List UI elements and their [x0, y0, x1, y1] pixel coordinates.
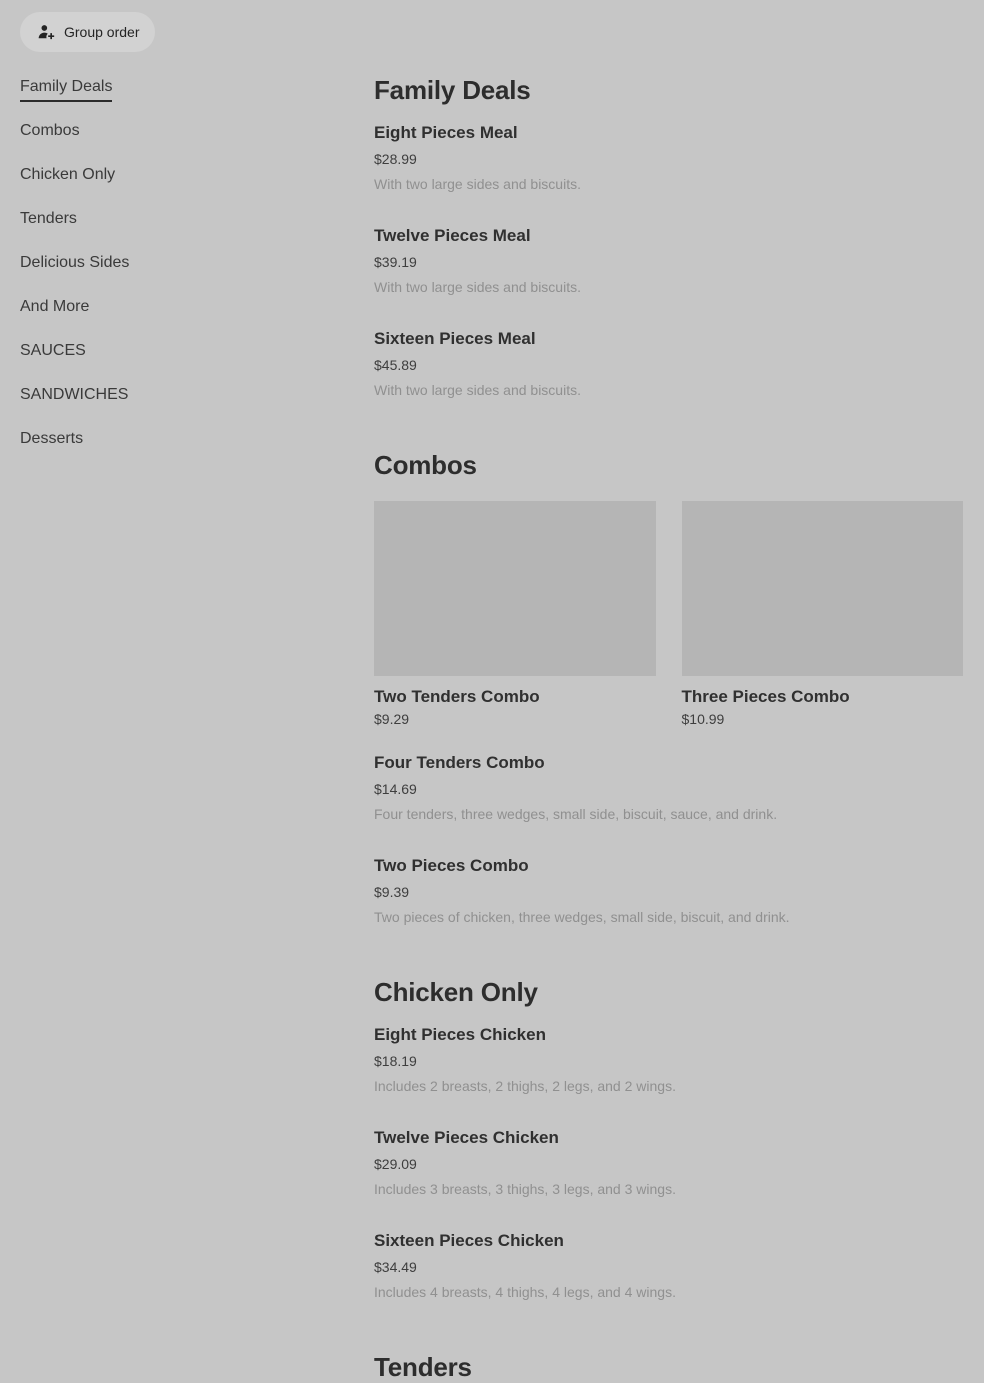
combos-card-grid	[374, 501, 963, 728]
menu-item-sixteen-pieces-chicken[interactable]	[374, 1230, 963, 1301]
sidebar-item-delicious-sides[interactable]: Delicious Sides	[20, 254, 130, 271]
section-title-combos: Combos	[374, 450, 477, 480]
sidebar-item-chicken-only[interactable]: Chicken Only	[20, 166, 116, 183]
section-chicken-only	[374, 1024, 963, 1301]
item-price: $18.19	[374, 1053, 417, 1069]
item-price: $45.89	[374, 357, 417, 373]
sidebar-item-desserts[interactable]: Desserts	[20, 430, 84, 447]
menu-content	[374, 0, 963, 1383]
item-price: $9.29	[374, 711, 410, 727]
menu-card-two-tenders-combo[interactable]	[374, 501, 656, 728]
item-description: Four tenders, three wedges, small side, biscuit, sauce, and drink.	[374, 806, 778, 822]
section-combos	[374, 752, 963, 926]
item-description: Two pieces of chicken, three wedges, small side, biscuit, and drink.	[374, 909, 790, 925]
item-description: With two large sides and biscuits.	[374, 382, 581, 398]
menu-item-twelve-pieces-chicken[interactable]	[374, 1127, 963, 1198]
item-name: Two Pieces Combo	[374, 856, 529, 875]
menu-item-eight-pieces-chicken[interactable]	[374, 1024, 963, 1095]
menu-item-eight-pieces-meal[interactable]	[374, 122, 963, 193]
sidebar-item-tenders[interactable]: Tenders	[20, 210, 77, 227]
sidebar-item-combos[interactable]: Combos	[20, 122, 80, 139]
item-description: Includes 4 breasts, 4 thighs, 4 legs, and 4 wings.	[374, 1284, 676, 1300]
item-name: Two Tenders Combo	[374, 687, 540, 706]
group-order-label: Group order	[64, 24, 140, 40]
item-name: Sixteen Pieces Chicken	[374, 1231, 564, 1250]
item-price: $28.99	[374, 151, 417, 167]
menu-item-four-tenders-combo[interactable]	[374, 752, 963, 823]
item-price: $9.39	[374, 884, 410, 900]
menu-item-sixteen-pieces-meal[interactable]	[374, 328, 963, 399]
menu-item-image-placeholder	[374, 501, 656, 676]
menu-item-image-placeholder	[682, 501, 964, 676]
item-name: Four Tenders Combo	[374, 753, 545, 772]
item-description: With two large sides and biscuits.	[374, 279, 581, 295]
menu-card-three-pieces-combo[interactable]	[682, 501, 964, 728]
sidebar-item-and-more[interactable]: And More	[20, 298, 90, 315]
item-price: $10.99	[681, 711, 725, 727]
person-add-icon	[36, 22, 56, 42]
menu-item-twelve-pieces-meal[interactable]	[374, 225, 963, 296]
item-price: $39.19	[374, 254, 417, 270]
sidebar-item-sauces[interactable]: SAUCES	[20, 342, 86, 359]
item-description: With two large sides and biscuits.	[374, 176, 581, 192]
item-description: Includes 2 breasts, 2 thighs, 2 legs, and 2 wings.	[374, 1078, 676, 1094]
item-name: Three Pieces Combo	[681, 687, 850, 706]
item-price: $29.09	[374, 1156, 417, 1172]
item-name: Eight Pieces Meal	[374, 123, 518, 142]
item-price: $34.49	[374, 1259, 417, 1275]
section-title-tenders: Tenders	[374, 1352, 472, 1382]
menu-item-two-pieces-combo[interactable]	[374, 855, 963, 926]
sidebar-item-sandwiches[interactable]: SANDWICHES	[20, 386, 129, 403]
item-name: Sixteen Pieces Meal	[374, 329, 536, 348]
item-name: Eight Pieces Chicken	[374, 1025, 546, 1044]
section-title-family-deals: Family Deals	[374, 75, 531, 105]
item-price: $14.69	[374, 781, 417, 797]
category-sidebar	[20, 77, 320, 473]
sidebar-item-family-deals[interactable]: Family Deals	[20, 78, 113, 95]
section-title-chicken-only: Chicken Only	[374, 977, 538, 1007]
item-name: Twelve Pieces Chicken	[374, 1128, 559, 1147]
section-family-deals	[374, 122, 963, 399]
item-description: Includes 3 breasts, 3 thighs, 3 legs, and 3 wings.	[374, 1181, 676, 1197]
item-name: Twelve Pieces Meal	[374, 226, 531, 245]
group-order-button[interactable]	[20, 12, 155, 52]
